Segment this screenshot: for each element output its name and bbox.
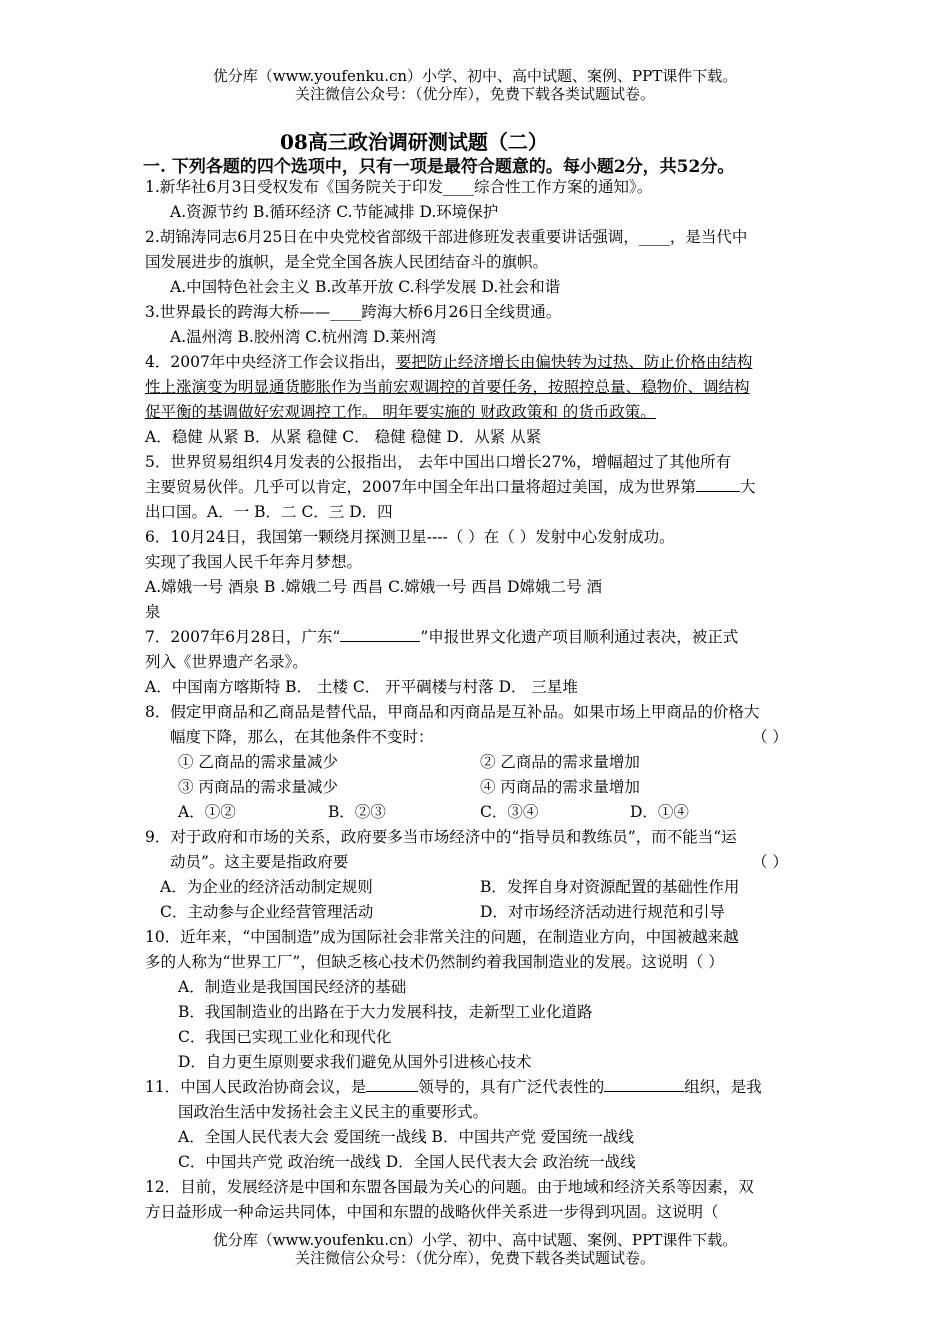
q12-stem: 12．目前，发展经济是中国和东盟各国最为关心的问题。由于地域和经济关系等因素，双 [145,1178,754,1196]
q8-stem-cont: 幅度下降，那么，在其他条件不变时： [170,728,434,746]
q10-stem: 10．近年来，“中国制造”成为国际社会非常关注的问题，在制造业方向，中国被越来越 [145,928,739,946]
q2-options: A.中国特色社会主义 B.改革开放 C.科学发展 D.社会和谐 [170,278,561,296]
q8-stem: 8．假定甲商品和乙商品是替代品，甲商品和丙商品是互补品。如果市场上甲商品的价格大 [145,703,760,721]
q11-stem [145,1077,762,1097]
q11-blank-2 [604,1077,684,1092]
q5-options: 出口国。A．一 B．二 C．三 D．四 [145,503,393,521]
q1-stem: 1.新华社6月3日受权发布《国务院关于印发____综合性工作方案的通知》。 [145,178,653,196]
q9-option-a: A．为企业的经济活动制定规则 [160,878,373,896]
q9-option-c: C．主动参与企业经营管理活动 [160,903,374,921]
q12-stem-cont: 方日益形成一种命运共同体，中国和东盟的战略伙伴关系进一步得到巩固。这说明（ [145,1203,719,1221]
q4-underlined-3: 促平衡的基调做好宏观调控工作。 明年要实施的 财政政策和 的货币政策。 [145,403,656,421]
q3-stem: 3.世界最长的跨海大桥——____跨海大桥6月26日全线贯通。 [145,303,562,321]
q6-options-cont: 泉 [145,603,161,621]
q2-stem-cont: 国发展进步的旗帜，是全党全国各族人民团结奋斗的旗帜。 [145,253,549,271]
q5-tail: 大 [739,478,756,496]
q5-blank [696,477,740,492]
q4-options: A．稳健 从紧 B．从紧 稳健 C． 稳健 稳健 D．从紧 从紧 [145,428,542,446]
q1-options: A.资源节约 B.循环经济 C.节能减排 D.环境保护 [170,203,499,221]
q7-text-a: 7．2007年6月28日，广东“ [145,628,341,646]
q10-option-a: A．制造业是我国国民经济的基础 [178,978,407,996]
q11-text-b: 领导的，具有广泛代表性的 [418,1078,605,1096]
q11-stem-cont: 国政治生活中发扬社会主义民主的重要形式。 [178,1103,489,1121]
footer-line-1: 优分库（www.youfenku.cn）小学、初中、高中试题、案例、PPT课件下载。 [212,1231,738,1249]
q8-option-a: A．①② [178,803,236,821]
q5-text: 主要贸易伙伴。几乎可以肯定，2007年中国全年出口量将超过美国，成为世界第 [145,478,696,496]
q8-option-b: B．②③ [328,803,386,821]
q9-stem: 9．对于政府和市场的关系，政府要多当市场经济中的“指导员和教练员”，而不能当“运 [145,828,737,846]
q8-option-d: D．①④ [630,803,689,821]
q9-option-d: D．对市场经济活动进行规范和引导 [480,903,725,921]
q11-options-cd: C．中国共产党 政治统一战线 D．全国人民代表大会 政治统一战线 [178,1153,636,1171]
q4-underlined-2: 性上涨演变为明显通货膨胀作为当前宏观调控的首要任务，按照控总量、稳物价、调结构 [145,378,750,396]
q4-stem [145,352,752,372]
q7-stem [145,627,738,647]
footer-line-2: 关注微信公众号：（优分库），免费下载各类试题试卷。 [294,1249,655,1267]
q8-statement-4: ④ 丙商品的需求量增加 [480,778,640,796]
header-line-2: 关注微信公众号：（优分库），免费下载各类试题试卷。 [294,85,655,103]
header-line-1: 优分库（www.youfenku.cn）小学、初中、高中试题、案例、PPT课件下载。 [212,67,738,85]
q7-blank [340,627,420,642]
q8-statement-3: ③ 丙商品的需求量减少 [178,778,338,796]
q10-stem-cont: 多的人称为“世界工厂”，但缺乏核心技术仍然制约着我国制造业的发展。这说明（ ） [145,953,724,971]
q11-text-c: 组织，是我 [684,1078,762,1096]
q9-answer-paren: （ ） [752,853,788,871]
q7-text-b: ”申报世界文化遗产项目顺利通过表决，被正式 [420,628,739,646]
q8-statement-1: ① 乙商品的需求量减少 [178,753,338,771]
q8-statement-2: ② 乙商品的需求量增加 [480,753,640,771]
q4-intro: 4．2007年中央经济工作会议指出， [145,353,396,371]
q6-options: A.嫦娥一号 酒泉 B .嫦娥二号 西昌 C.嫦娥一号 西昌 D嫦娥二号 酒 [145,578,603,596]
q4-underlined-1: 要把防止经济增长由偏快转为过热、防止价格由结构 [395,353,753,371]
q8-option-c: C．③④ [480,803,539,821]
page-title: 08高三政治调研测试题（二） [280,130,548,154]
q6-stem: 6．10月24日，我国第一颗绕月探测卫星----（ ）在（ ）发射中心发射成功。 [145,528,675,546]
q9-stem-cont: 动员”。这主要是指政府要 [170,853,349,871]
q10-option-b: B．我国制造业的出路在于大力发展科技，走新型工业化道路 [178,1003,593,1021]
q10-option-c: C．我国已实现工业化和现代化 [178,1028,392,1046]
q5-stem: 5．世界贸易组织4月发表的公报指出， 去年中国出口增长27%，增幅超过了其他所有 [145,453,732,471]
q5-stem-cont [145,477,755,497]
section-heading: 一. 下列各题的四个选项中，只有一项是最符合题意的。每小题2分，共52分。 [143,157,735,177]
q3-options: A.温州湾 B.胶州湾 C.杭州湾 D.莱州湾 [170,328,437,346]
q10-option-d: D．自力更生原则要求我们避免从国外引进核心技术 [178,1053,532,1071]
q11-blank-1 [366,1077,418,1092]
q6-stem-cont: 实现了我国人民千年奔月梦想。 [145,553,363,571]
q7-stem-cont: 列入《世界遗产名录》。 [145,653,308,671]
q11-text-a: 11．中国人民政治协商会议，是 [145,1078,367,1096]
q8-answer-paren: （ ） [752,728,788,746]
q9-option-b: B．发挥自身对资源配置的基础性作用 [480,878,740,896]
q7-options: A．中国南方喀斯特 B． 土楼 C． 开平碉楼与村落 D． 三星堆 [145,678,578,696]
q2-stem: 2.胡锦涛同志6月25日在中央党校省部级干部进修班发表重要讲话强调，____，是当代中 [145,228,748,246]
q11-options-ab: A．全国人民代表大会 爱国统一战线 B．中国共产党 爱国统一战线 [178,1128,634,1146]
